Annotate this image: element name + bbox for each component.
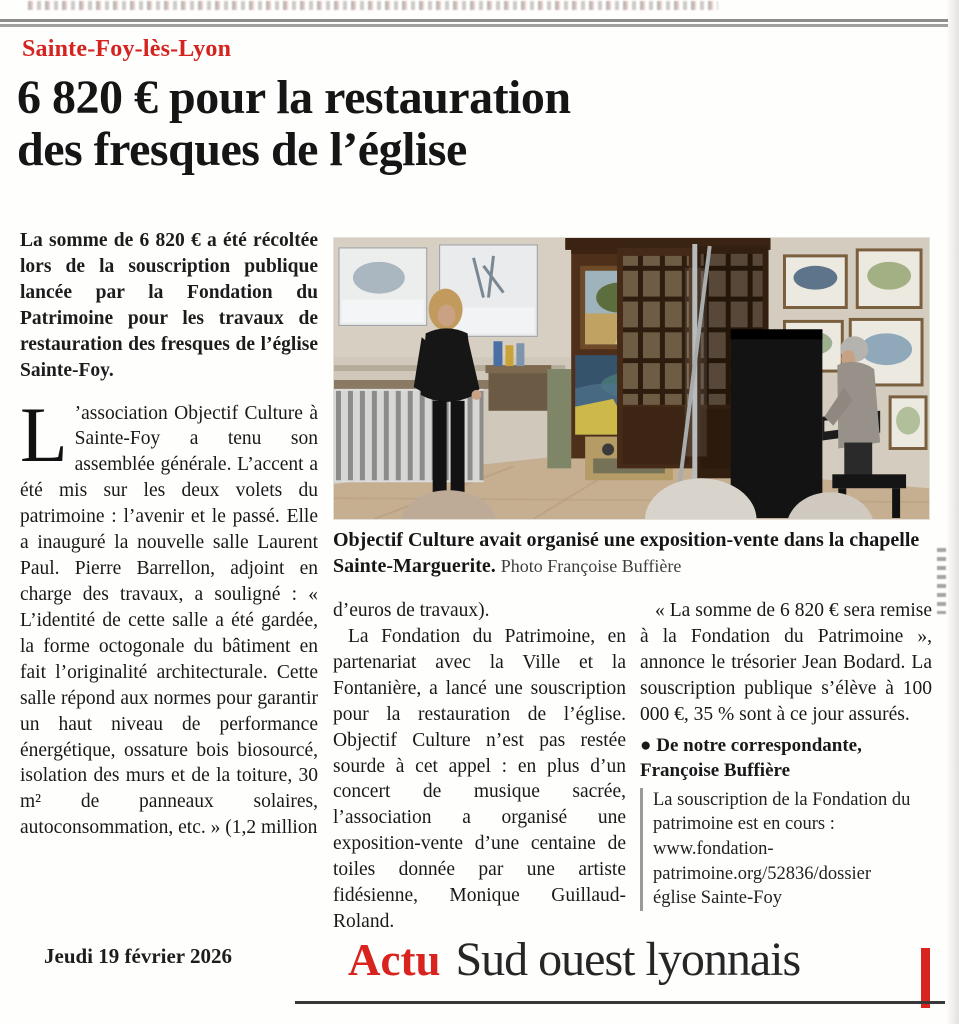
headline-line1: 6 820 € pour la restauration [17,71,571,124]
body-paragraph-4: « La somme de 6 820 € sera remise à la Fondation du Patrimoine », annonce le trésorier Jean Bodard. La souscription publique s’élève à 100 000 €, 35 % sont à ce jour assurés. [640,600,932,725]
photo-illustration [334,238,929,519]
section-highlight: Actu [348,935,441,985]
section-red-bar [921,948,930,1008]
dropcap: L [20,390,68,478]
byline [640,733,932,783]
body-paragraph-1 [20,390,318,842]
byline-label: ● De notre correspondante, [640,734,862,756]
photo-credit: Photo Françoise Buffière [500,556,682,577]
headline-line2: des fresques de l’église [17,123,467,177]
column-middle [333,598,626,935]
kicker: Sainte-Foy-lès-Lyon [22,36,232,62]
body-paragraph-1-text: ’association Objectif Culture à Sainte-Foy a tenu son assemblée générale. L’accent a été mis sur les deux volets du patrimoine : l’avenir et le passé. Elle a inauguré la nouvelle salle Laurent Paul. Pierre Barrellon, adjoint en charge des travaux, a souligné : « L’identité de cette salle a été gardée, la forme octogonale du bâtiment en fait l’originalité architecturale. Cette salle répond aux normes pour garantir un haut niveau de performance énergétique, ossature bois biosourcé, isolation des murs et de la toiture, 30 m² de panneaux solaires, autoconsommation, etc. » (1,2 million [20,402,318,839]
cropped-print-fragment [28,1,718,10]
lead-paragraph: La somme de 6 820 € a été récoltée lors de la souscription publique lancée par la Fondation du Patrimoine pour les travaux de restauration des fresques de l’église Sainte-Foy. [20,230,318,381]
photo-caption [333,527,939,580]
margin-print-fragment [937,548,946,614]
byline-name: Françoise Buffière [640,759,791,781]
section-title: Sud ouest lyonnais [455,933,801,986]
column-right [640,598,932,911]
caption-text: Objectif Culture avait organisé une exposition-vente dans la chapelle Sainte-Marguerite. [333,529,920,578]
footer-rule [295,1001,945,1004]
section-banner [348,932,800,987]
page-edge-shadow [946,0,959,1024]
article-photo [333,237,930,520]
column-left [20,228,318,841]
edition-date: Jeudi 19 février 2026 [44,944,232,968]
subscription-note: La souscription de la Fondation du patrimoine est en cours : www.fondation-patrimoine.org/52836/dossier église Sainte-Foy [640,788,916,911]
headline [17,72,777,177]
double-rule-divider [0,19,948,28]
body-paragraph-3: La Fondation du Patrimoine, en partenariat avec la Ville et la Fontanière, a lancé une souscription pour la restauration de l’église. Objectif Culture n’est pas restée sourde à cet appel : en plus d’un concert de musique sacrée, l’association a organisé une exposition-vente d’une centaine de toiles donnée par une artiste fidésienne, Monique Guillaud-Roland. [333,625,626,933]
body-paragraph-2: d’euros de travaux). [333,600,490,621]
